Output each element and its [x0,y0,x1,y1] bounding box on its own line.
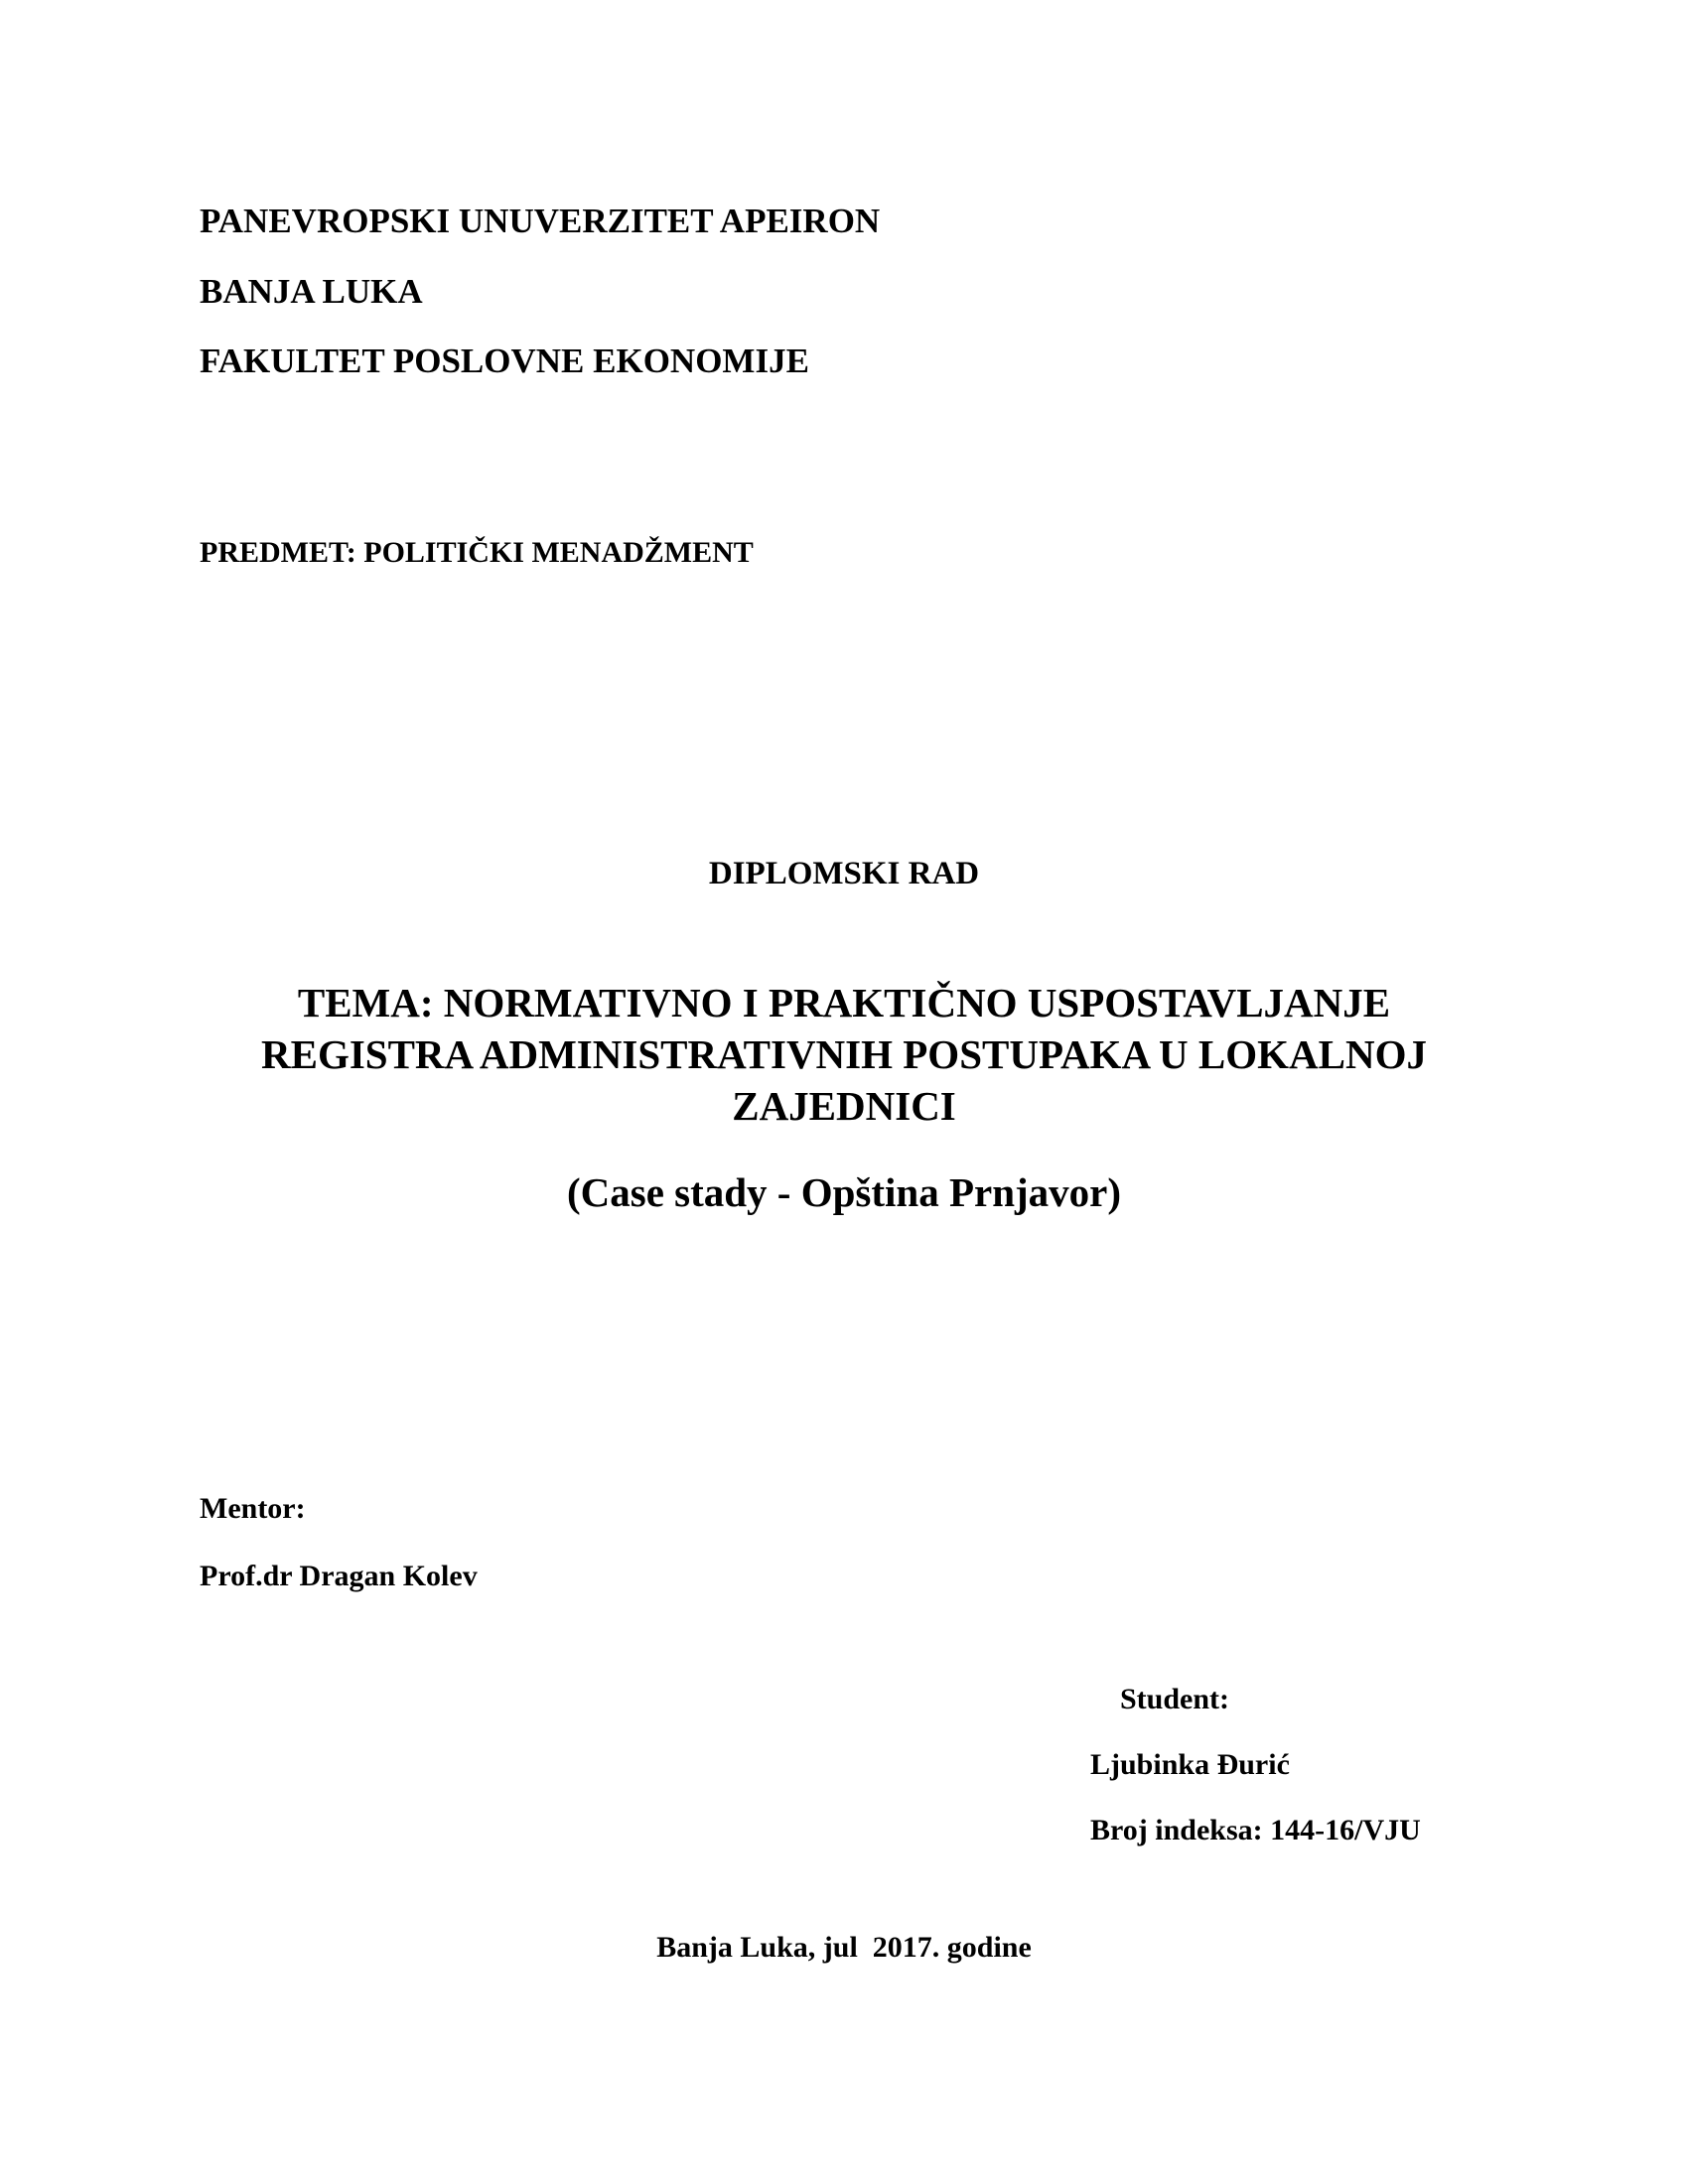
topic-line-2: REGISTRA ADMINISTRATIVNIH POSTUPAKA U LOKALNOJ [260,1031,1427,1077]
university-name: PANEVROPSKI UNUVERZITET APEIRON [200,202,881,240]
student-name: Ljubinka Đurić [1090,1748,1290,1781]
topic-line-3: ZAJEDNICI [732,1083,956,1129]
subject-line: PREDMET: POLITIČKI MENADŽMENT [200,536,754,569]
faculty-name: FAKULTET POSLOVNE EKONOMIJE [200,341,809,380]
city-name: BANJA LUKA [200,272,423,311]
document-type: DIPLOMSKI RAD [708,856,980,891]
case-study-subtitle: (Case stady - Opština Prnjavor) [566,1169,1122,1215]
topic-line-1: TEMA: NORMATIVNO I PRAKTIČNO USPOSTAVLJANJE [297,980,1391,1025]
student-index: Broj indeksa: 144-16/VJU [1090,1814,1421,1846]
student-label: Student: [1120,1683,1230,1715]
place-and-date: Banja Luka, jul 2017. godine [656,1931,1032,1964]
mentor-name: Prof.dr Dragan Kolev [200,1560,478,1592]
topic-title [0,977,1688,1132]
mentor-label: Mentor: [200,1492,306,1525]
